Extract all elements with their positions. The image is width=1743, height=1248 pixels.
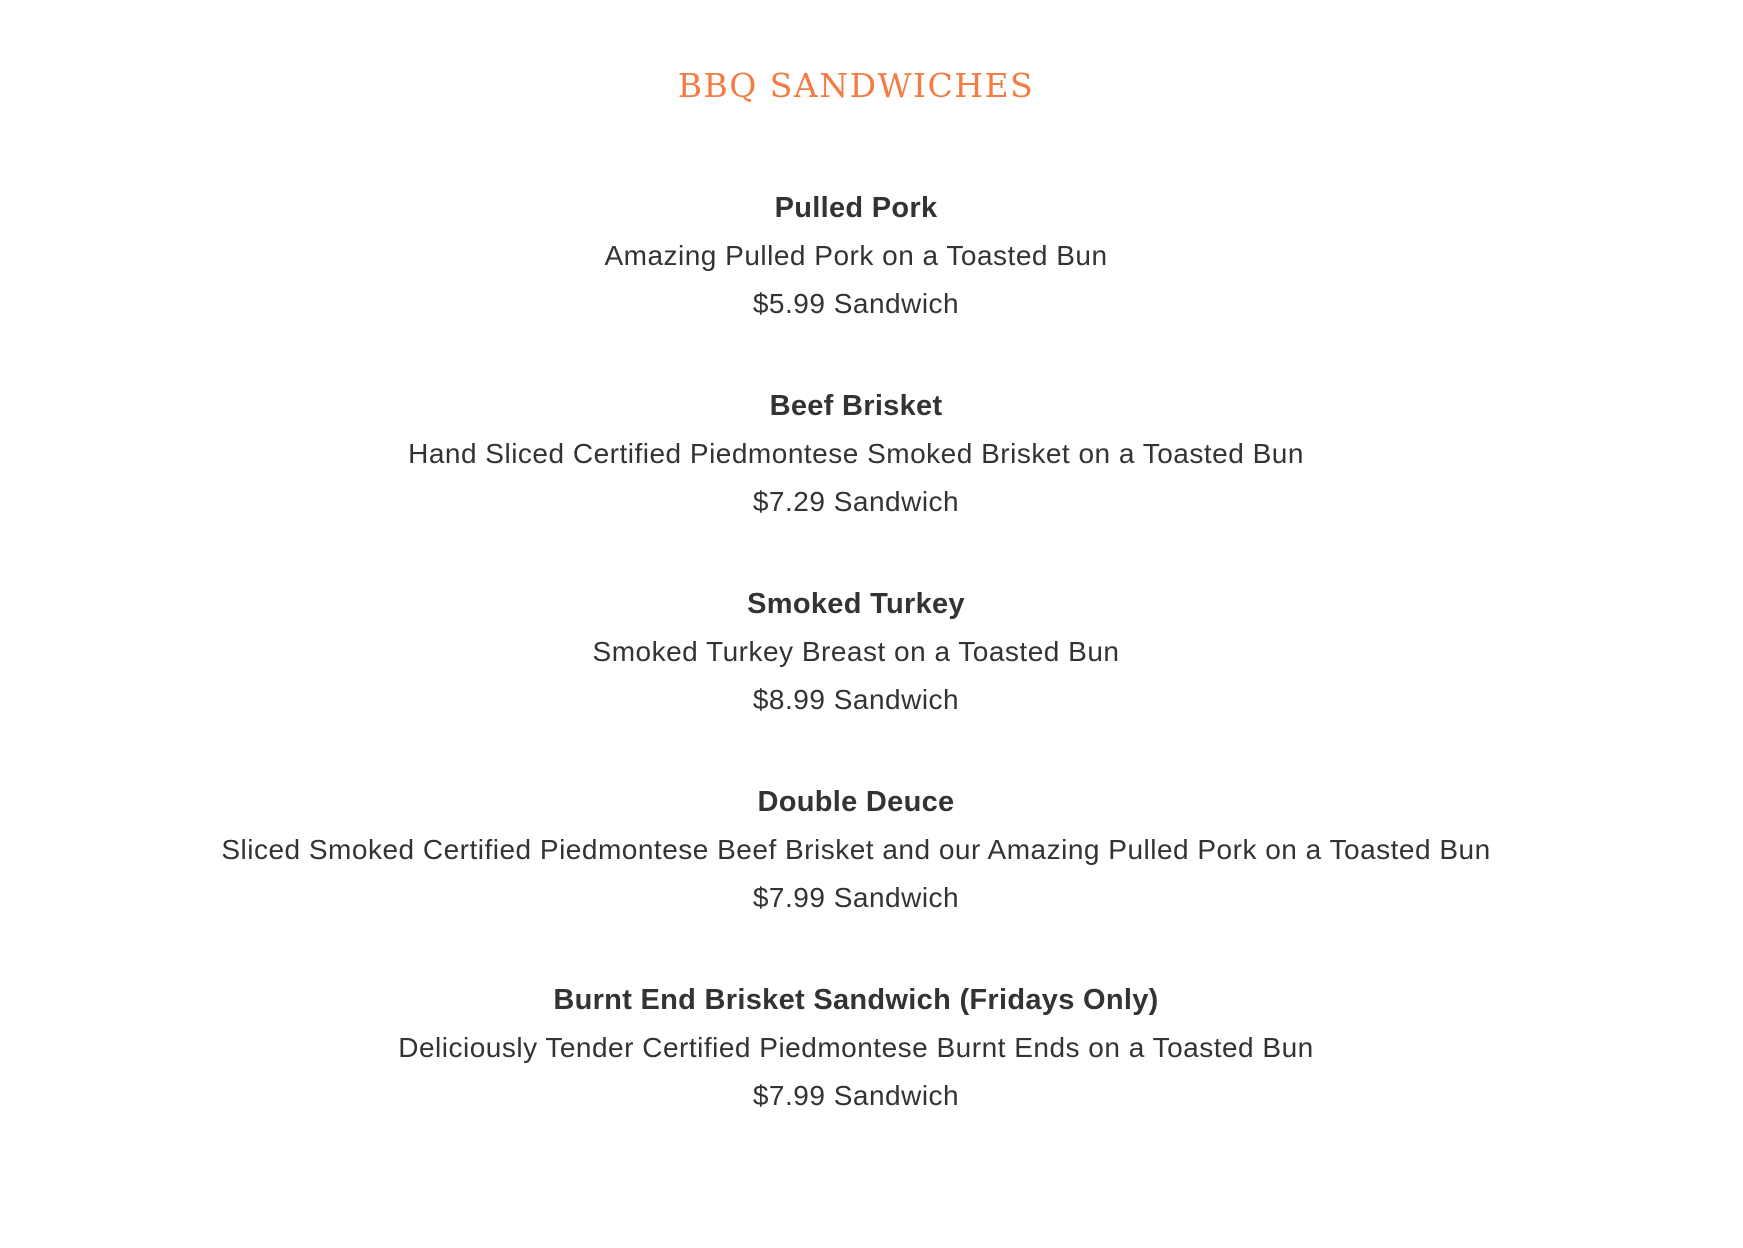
- item-name: Beef Brisket: [769, 390, 943, 422]
- price-unit: Sandwich: [833, 288, 960, 319]
- menu-item-beef-brisket: [0, 382, 1712, 526]
- price-unit: Sandwich: [833, 684, 960, 715]
- item-price: [0, 280, 1712, 328]
- item-name: Smoked Turkey: [747, 588, 965, 620]
- item-name: Double Deuce: [757, 786, 955, 818]
- item-price: [0, 874, 1712, 922]
- item-description: Smoked Turkey Breast on a Toasted Bun: [592, 636, 1120, 667]
- price-amount: $5.99: [752, 288, 826, 319]
- price-amount: $8.99: [752, 684, 826, 715]
- item-description: Deliciously Tender Certified Piedmontese Burnt Ends on a Toasted Bun: [398, 1032, 1314, 1063]
- item-description: Amazing Pulled Pork on a Toasted Bun: [604, 240, 1108, 271]
- section-title: BBQ SANDWICHES: [677, 66, 1035, 105]
- item-description: Hand Sliced Certified Piedmontese Smoked Brisket on a Toasted Bun: [408, 438, 1304, 469]
- price-unit: Sandwich: [833, 882, 960, 913]
- price-amount: $7.99: [752, 882, 826, 913]
- item-price: [0, 478, 1712, 526]
- price-unit: Sandwich: [833, 486, 960, 517]
- item-name: Pulled Pork: [774, 192, 938, 224]
- price-unit: Sandwich: [833, 1080, 960, 1111]
- item-price: [0, 676, 1712, 724]
- item-name: Burnt End Brisket Sandwich (Fridays Only): [553, 984, 1159, 1016]
- item-description: Sliced Smoked Certified Piedmontese Beef Brisket and our Amazing Pulled Pork on a Toasted Bun: [221, 834, 1491, 865]
- menu-item-smoked-turkey: [0, 580, 1712, 724]
- item-price: [0, 1072, 1712, 1120]
- price-amount: $7.29: [752, 486, 826, 517]
- menu-item-pulled-pork: [0, 184, 1712, 328]
- menu-item-double-deuce: [0, 778, 1712, 922]
- menu-item-burnt-end-brisket: [0, 976, 1712, 1120]
- price-amount: $7.99: [752, 1080, 826, 1111]
